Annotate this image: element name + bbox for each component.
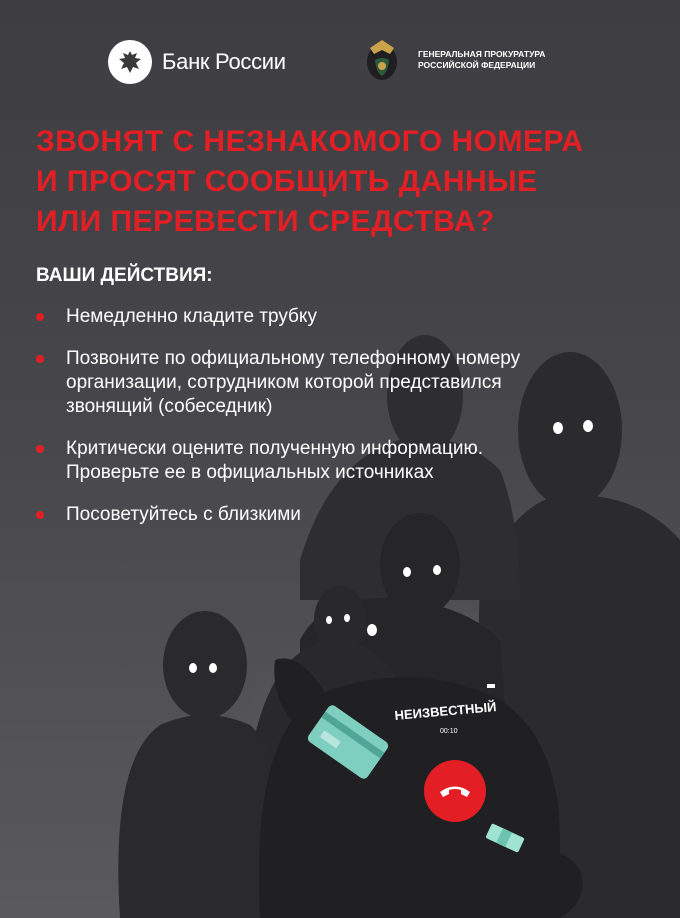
action-line: Немедленно кладите трубку [66, 306, 317, 327]
action-line: Критически оцените полученную информацию. [66, 438, 484, 459]
bullet-dot-icon [36, 355, 44, 363]
hangup-phone-icon [437, 781, 473, 801]
prosecutor-emblem-icon [360, 36, 404, 84]
action-line: организации, сотрудником которой представился [66, 372, 502, 393]
action-text [66, 503, 636, 527]
actions-list [36, 305, 636, 545]
headline-line-3: ИЛИ ПЕРЕВЕСТИ СРЕДСТВА? [36, 205, 495, 238]
action-item-verify-info [36, 437, 636, 485]
eagle-emblem-icon [108, 40, 152, 84]
bank-of-russia-logo [108, 40, 286, 84]
call-timer: 00:10 [440, 728, 458, 735]
prosecutor-name [418, 49, 588, 71]
headline-line-1: ЗВОНЯТ С НЕЗНАКОМОГО НОМЕРА [36, 125, 584, 158]
action-line: звонящий (собеседник) [66, 396, 273, 417]
action-item-hang-up [36, 305, 636, 329]
hangup-button[interactable] [424, 760, 486, 822]
bullet-dot-icon [36, 445, 44, 453]
action-line: Посоветуйтесь с близкими [66, 504, 301, 525]
action-line: Проверьте ее в официальных источниках [66, 462, 434, 483]
bullet-dot-icon [36, 511, 44, 519]
action-line: Позвоните по официальному телефонному номеру [66, 348, 521, 369]
action-text [66, 305, 636, 329]
bank-name: Банк России [162, 49, 286, 74]
action-item-consult-relatives [36, 503, 636, 527]
headline [36, 122, 666, 242]
prosecutor-logo [360, 36, 588, 84]
bullet-dot-icon [36, 313, 44, 321]
headline-line-2: И ПРОСЯТ СООБЩИТЬ ДАННЫЕ [36, 165, 538, 198]
actions-title: ВАШИ ДЕЙСТВИЯ: [36, 265, 213, 286]
action-text [66, 347, 636, 419]
caller-name: НЕИЗВЕСТНЫЙ [394, 699, 497, 723]
action-text [66, 437, 636, 485]
prosecutor-name-line-2: РОССИЙСКОЙ ФЕДЕРАЦИИ [418, 60, 536, 70]
action-item-call-official [36, 347, 636, 419]
prosecutor-name-line-1: ГЕНЕРАЛЬНАЯ ПРОКУРАТУРА [418, 49, 546, 59]
